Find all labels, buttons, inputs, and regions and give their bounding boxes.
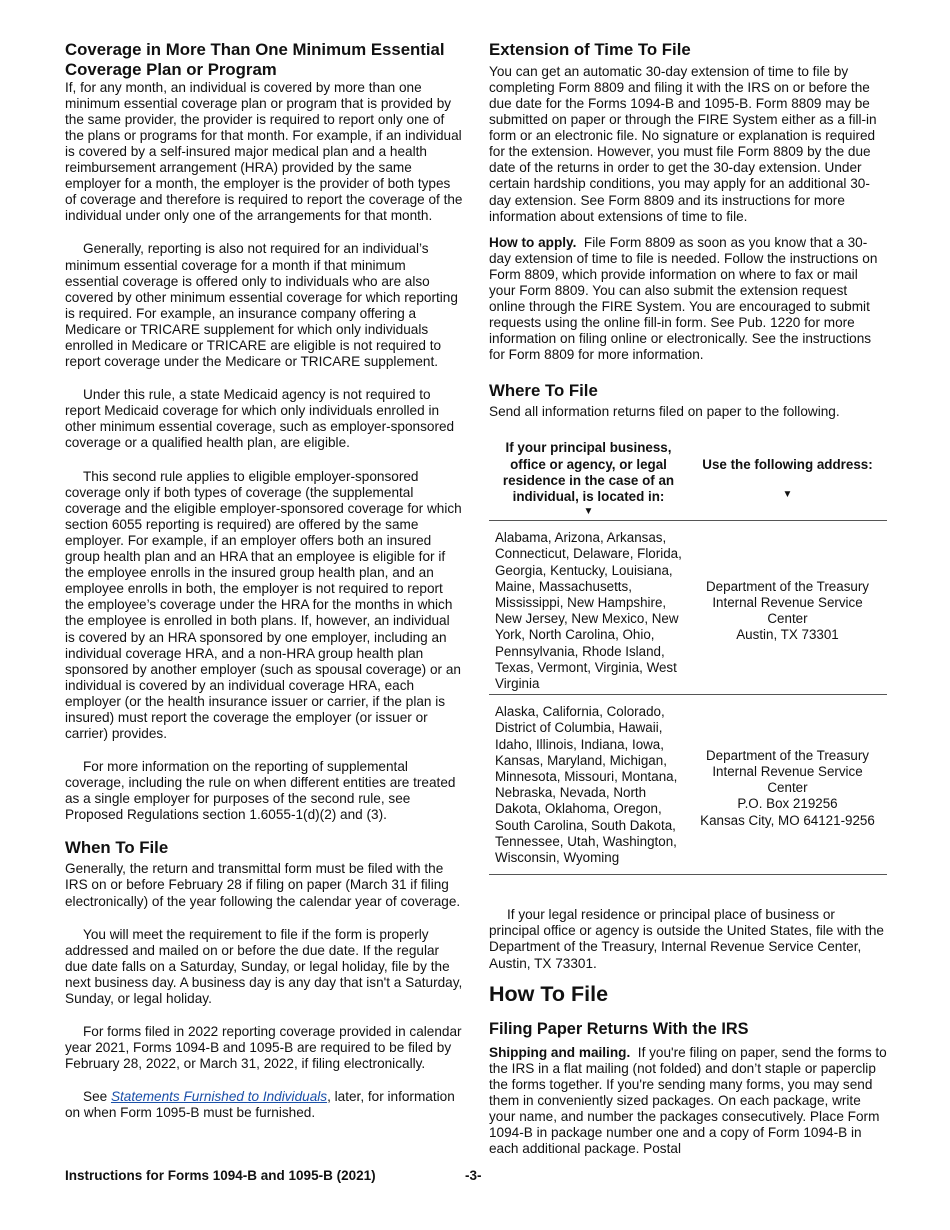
address-line: Center — [767, 611, 808, 627]
when-paragraph-2: You will meet the requirement to file if the form is properly addressed and mailed on or before the due date. If the regular due date falls on a Saturday, Sunday, or legal holiday, file by the next business day. A business day is any day that isn't a Saturday, Sunday, or legal holiday. — [65, 926, 463, 1006]
table-row — [489, 695, 887, 875]
when-paragraph-1: Generally, the return and transmittal form must be filed with the IRS on or before February 28 if filing on paper (March 31 if filing electronically) of the year following the calendar year of coverage. — [65, 861, 461, 909]
address-line: Austin, TX 73301 — [736, 627, 839, 643]
address-line: Department of the Treasury — [706, 747, 869, 763]
page-number: -3- — [465, 1168, 482, 1183]
when-paragraph-3: For forms filed in 2022 reporting coverage provided in calendar year 2021, Forms 1094-B and 1095-B are required to be filed by February 28, 2022, or March 31, 2022, if filing electronically. — [65, 1024, 462, 1072]
left-column — [65, 40, 463, 1122]
when-to-file-heading: When To File — [65, 837, 169, 857]
states-cell: Alabama, Arizona, Arkansas, Connecticut, Delaware, Florida, Georgia, Kentucky, Louisiana, Maine, Massachusetts, Mississippi, New Hampshire, New Jersey, New Mexico, New York, North Carolina, Ohio, Pennsylvania, Rhode Island, Texas, Vermont, Virginia, West Virginia — [489, 521, 688, 695]
down-arrow-icon: ▼ — [583, 506, 594, 518]
coverage-paragraph-2: Generally, reporting is also not required for an individual’s minimum essential coverage for a month if that minimum essential coverage is offered only to individuals who are also covered by other minimum essential coverage for which reporting is required. For example, an insurance company offering a Medicare or TRICARE supplement for which only individuals enrolled in Medicare or TRICARE are eligible is not required to report coverage under the Medicare or TRICARE supplement. — [65, 241, 458, 370]
shipping-text: If you're filing on paper, send the forms to the IRS in a flat mailing (not folded) and don’t staple or paperclip the forms together. If you're sending many forms, you may send them in conveniently sized packages. On each package, write your name, and number the packages consecutively. Place Form 1094-B in package number one and a copy of Form 1094-B in each additional package. Postal — [489, 1044, 887, 1157]
location-header-text: If your principal business, office or agency, or legal residence in the case of an individual, is located in: — [502, 440, 675, 504]
address-line: Kansas City, MO 64121-9256 — [700, 812, 875, 828]
coverage-paragraph-1: If, for any month, an individual is covered by more than one minimum essential coverage plan or program that is provided by the same provider, the provider is required to report only one of the plans or programs for that month. For example, if an individual is covered by a self-insured major medical plan and a health reimbursement arrangement (HRA) provided by the same employer for a month, the employer is the provider of both types of coverage and therefore is required to report the coverage of the individual under only one of the arrangements for that month. — [65, 79, 463, 224]
address-line: Internal Revenue Service — [712, 763, 863, 779]
see-prefix: See — [83, 1089, 111, 1105]
where-to-file-heading: Where To File — [489, 381, 598, 401]
page-footer — [65, 1168, 887, 1186]
down-arrow-icon: ▼ — [782, 489, 793, 501]
footer-title: Instructions for Forms 1094-B and 1095-B (2021) — [65, 1168, 376, 1183]
see-suffix: , later, for information on when Form 1095-B must be furnished. — [65, 1089, 455, 1121]
address-header-text: Use the following address: — [702, 457, 873, 473]
how-to-apply-paragraph — [489, 235, 887, 364]
coverage-paragraph-4: This second rule applies to eligible employer-sponsored coverage only if both types of coverage (the supplemental coverage and the eligible employer-sponsored coverage for which section 6055 reporting is required) are offered by the same employer. For example, if an employer offers both an insured group health plan and an HRA that an employee is eligible for if the employee enrolls in the insured group health plan, and an employee enrolls in both, the employer is not required to report the employee’s coverage under the HRA for the months in which the employee is enrolled in both plans. If, however, an individual is covered by an HRA sponsored by one employer, including an individual coverage HRA, and a non-HRA group health plan sponsored by another employer (such as spousal coverage) or an individual is covered by an individual coverage HRA, each employer (or the health insurance issuer or carrier, if the plan is insured) must report the coverage the employer (or issuer or carrier) provides. — [65, 468, 462, 742]
right-column — [489, 40, 887, 1157]
shipping-lead: Shipping and mailing. — [489, 1044, 631, 1060]
address-table — [489, 436, 887, 875]
filing-paper-returns-heading: Filing Paper Returns With the IRS — [489, 1019, 749, 1038]
see-statements-paragraph — [65, 1089, 463, 1121]
address-column-header — [688, 436, 887, 520]
address-table-header-row — [489, 436, 887, 520]
address-line: P.O. Box 219256 — [737, 796, 838, 812]
where-paragraph: Send all information returns filed on paper to the following. — [489, 404, 840, 420]
how-to-file-heading: How To File — [489, 981, 609, 1006]
location-column-header — [489, 436, 688, 520]
extension-heading: Extension of Time To File — [489, 40, 691, 59]
extension-paragraph: You can get an automatic 30-day extension of time to file by completing Form 8809 and filing it with the IRS on or before the due date for the Forms 1094-B and 1095-B. Form 8809 may be submitted on paper or through the FIRE System either as a fill-in form or an electronic file. No signature or explanation is required for the extension. However, you must file Form 8809 by the due date of the returns in order to get the 30-day extension. Under certain hardship conditions, you may apply for an additional 30-day extension. See Form 8809 and its instructions for more information about extensions of time to file. — [489, 63, 877, 224]
coverage-paragraph-3: Under this rule, a state Medicaid agency is not required to report Medicaid coverage for which only individuals enrolled in other minimum essential coverage, such as employer-sponsored coverage or a qualified health plan, are eligible. — [65, 387, 455, 451]
coverage-paragraph-5: For more information on the reporting of supplemental coverage, including the rule on when different entities are treated as a single employer for purposes of the second rule, see Proposed Regulations section 1.6055-1(d)(2) and (3). — [65, 759, 456, 823]
statements-furnished-link[interactable]: Statements Furnished to Individuals — [110, 1089, 328, 1105]
how-to-apply-lead: How to apply. — [489, 234, 577, 250]
coverage-heading: Coverage in More Than One Minimum Essential Coverage Plan or Program — [65, 40, 445, 79]
shipping-mailing-paragraph — [489, 1045, 887, 1158]
address-cell — [688, 521, 887, 695]
outside-us-paragraph: If your legal residence or principal place of business or principal office or agency is outside the United States, file with the Department of the Treasury, Internal Revenue Service Center, Austin, TX 73301. — [489, 907, 884, 971]
states-cell: Alaska, California, Colorado, District of Columbia, Hawaii, Idaho, Illinois, Indiana, Iowa, Kansas, Maryland, Michigan, Minnesota, Missouri, Montana, Nebraska, Nevada, North Dakota, Oklahoma, Oregon, South Carolina, South Dakota, Tennessee, Utah, Washington, Wisconsin, Wyoming — [489, 695, 688, 875]
address-line: Department of the Treasury — [706, 578, 869, 594]
address-cell — [688, 695, 887, 875]
table-row — [489, 521, 887, 695]
address-line: Center — [767, 780, 808, 796]
how-to-apply-text: File Form 8809 as soon as you know that a 30-day extension of time to file is needed. Follow the instructions on Form 8809, which provide information on where to fax or mail your Form 8809. You can also submit the extension request online through the FIRE System. You are encouraged to submit requests using the online fill-in form. See Pub. 1220 for more information on filing online or electronically. See the instructions for Form 8809 for more information. — [489, 234, 878, 363]
address-line: Internal Revenue Service — [712, 595, 863, 610]
